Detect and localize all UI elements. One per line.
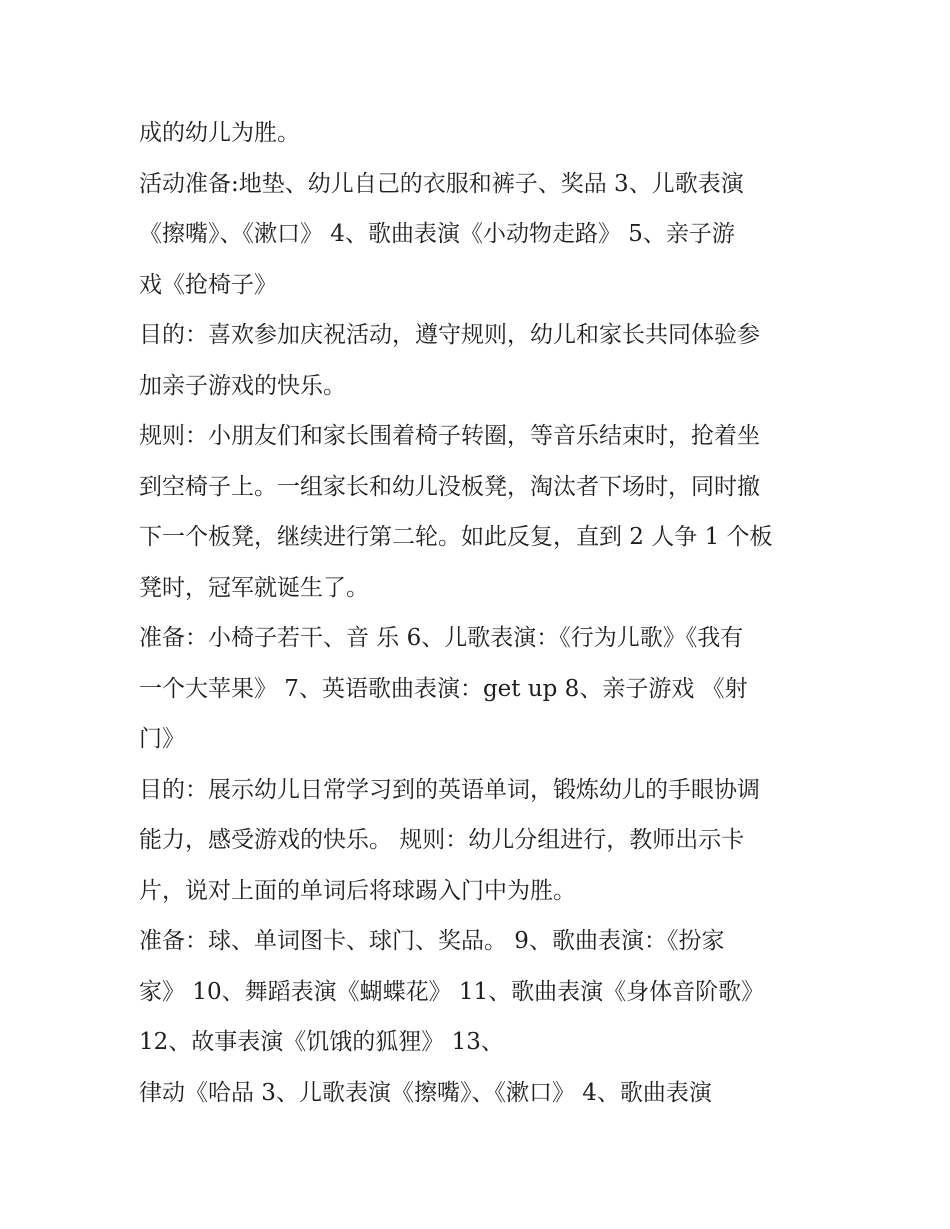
text-line: 《擦嘴》、《漱口》 4、歌曲表演《小动物走路》 5、亲子游 [139,221,735,247]
text-line: 加亲子游戏的快乐。 [139,372,346,399]
text-line: 活动准备:地垫、幼儿自己的衣服和裤子、奖品 3、儿歌表演 [139,170,744,197]
text-line: 片，说对上面的单词后将球踢入门中为胜。 [139,877,576,904]
text-line: 准备：球、单词图卡、球门、奖品。 9、歌曲表演：《扮家 [139,928,725,954]
text-line: 凳时，冠军就诞生了。 [139,574,369,601]
text-line: 准备：小椅子若干、音 乐 6、儿歌表演：《行为儿歌》《我有 [139,625,744,651]
text-line: 律动《哈品 3、儿歌表演《擦嘴》、《漱口》 4、歌曲表演 [139,1079,712,1106]
text-line: 目的：喜欢参加庆祝活动，遵守规则，幼儿和家长共同体验参 [139,322,760,348]
text-line: 12、故事表演《饥饿的狐狸》 13、 [139,1029,504,1055]
text-line: 能力，感受游戏的快乐。 规则：幼儿分组进行，教师出示卡 [139,827,745,853]
text-line: 家》 10、舞蹈表演《蝴蝶花》 11、歌曲表演《身体音阶歌》 [139,978,765,1005]
document-body [139,108,829,1118]
text-line: 成的幼儿为胜。 [139,120,300,146]
text-line: 规则：小朋友们和家长围着椅子转圈，等音乐结束时，抢着坐 [139,423,760,449]
text-line: 下一个板凳，继续进行第二轮。如此反复，直到 2 人争 1 个板 [139,524,773,550]
text-line: 一个大苹果》 7、英语歌曲表演：get up 8、亲子游戏 《射 [139,675,748,702]
text-line: 门》 [139,726,185,752]
text-line: 到空椅子上。一组家长和幼儿没板凳，淘汰者下场时，同时撤 [139,473,760,500]
text-line: 目的：展示幼儿日常学习到的英语单词，锻炼幼儿的手眼协调 [139,776,760,803]
text-line: 戏《抢椅子》 [139,271,277,298]
